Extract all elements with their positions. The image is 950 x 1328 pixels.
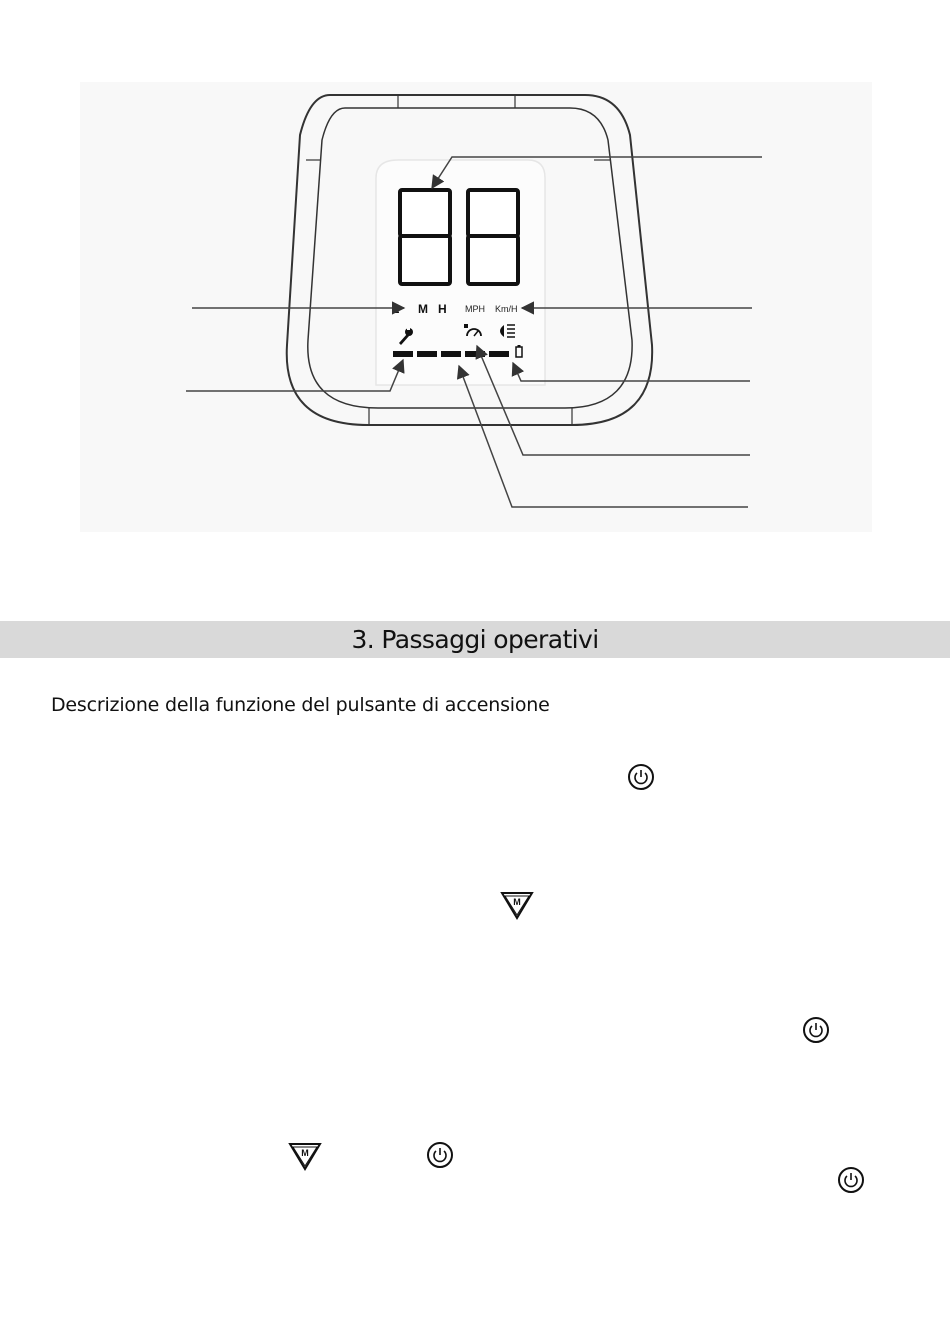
dashboard-diagram-svg — [0, 0, 950, 560]
speed-digit-2 — [468, 190, 518, 284]
power-button-icon — [426, 1141, 454, 1169]
gear-high-label: H — [438, 302, 447, 316]
power-button-icon — [802, 1016, 830, 1044]
callout-wrench — [186, 360, 403, 391]
dashboard-diagram — [0, 0, 950, 560]
power-button-icon — [627, 763, 655, 791]
section-header-bar — [0, 621, 950, 658]
callout-headlight — [513, 363, 750, 381]
unit-mph-label: MPH — [465, 304, 485, 314]
gear-low-label: L — [392, 302, 400, 316]
unit-kmh-label: Km/H — [495, 304, 518, 314]
svg-text:M: M — [301, 1148, 309, 1158]
section-title: 3. Passaggi operativi — [351, 625, 599, 654]
svg-text:M: M — [513, 897, 521, 907]
subheading: Descrizione della funzione del pulsante di accensione — [51, 694, 550, 716]
callout-battery-bar — [459, 366, 748, 507]
mode-button-icon — [288, 1141, 322, 1171]
power-button-icon — [837, 1166, 865, 1194]
speed-digit-1 — [400, 190, 450, 284]
mode-button-icon — [500, 890, 534, 920]
battery-level-bar — [393, 351, 509, 357]
gear-medium-label: M — [418, 302, 428, 316]
